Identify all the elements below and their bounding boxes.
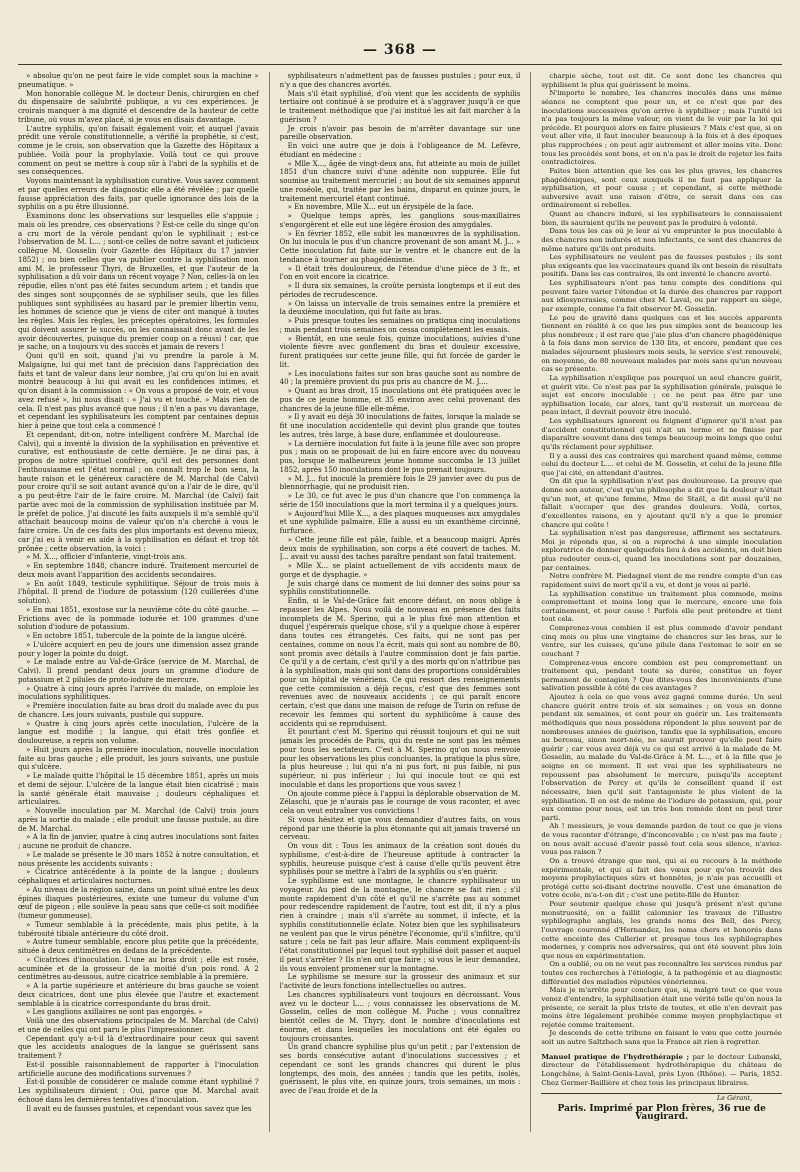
paragraph: » Le malade se présente le 30 mars 1852 à notre consultation, et nous présente les accidents suivants : — [18, 850, 259, 868]
column-divider — [530, 72, 531, 1132]
paragraph: Les syphilisateurs ne veulent pas de fausses pustules ; ils sont plus exigeants que les vaccinateurs quand ils ont besoin de résultats positifs. Dans les cas contraires, ils ont inventé le chancre avorté. — [541, 253, 783, 279]
paragraph: » En août 1849, testicule syphilitique. Séjour de trois mois à l'hôpital. Il prend de l'iodure de potassium (120 cuillerées d'une solution). — [18, 579, 259, 605]
paragraph: » Il était très douloureux, de l'étendue d'une pièce de 3 fr., et l'on en voit encore la cicatrice. — [279, 264, 521, 282]
paragraph: Il avait eu de fausses pustules, et cependant vous savez que les — [26, 1104, 252, 1113]
paragraph: » Huit jours après la première inoculation, nouvelle inoculation faite au bras gauche ; elle produit, les jours suivants, une pustule qui s'ulcère. — [18, 745, 259, 772]
paragraph: » On laissa un intervalle de trois semaines entre la première et la deuxième inoculation, qui fut faite au bras. — [279, 299, 521, 317]
paragraph: La syphilisation n'explique pas pourquoi un seul chancre guérit, et guérit vite. Ce n'est pas par la syphilisation générale, puisque le sujet est encore inoculable ; ce ne peut pas être par une syphilisation locale, car alors, tant qu'il resterait un morceau de peau intact, il devrait pouvoir être inoculé. — [541, 373, 783, 417]
paragraph: » Les ganglions axillaires ne sont pas engorgés. » — [26, 1008, 203, 1017]
paragraph: » Cicatrice antécédente à la pointe de la langue ; douleurs céphaliques et articulaires nocturnes. — [18, 868, 259, 885]
paragraph: On dit que la syphilisation n'est pas douloureuse. La preuve que donne son auteur, c'est qu'un philosophe a dit que la douleur n'était qu'un mot, et qu'une femme, Mme de Staël, a dit aussi qu'il ne fallait s'occuper que des grandes douleurs. Voilà, certes, d'excellentes raisons, en y ajoutant qu'il n'y a que le premier chancre qui coûte ! — [541, 477, 783, 529]
paragraph: » Quelque temps après, les ganglions sous-maxillaires s'engorgèrent et elle eut une légère érosion des amygdales. — [279, 212, 521, 229]
paragraph: » La dernière inoculation fut faite à la jeune fille avec son propre pus ; mais on se proposait de lui en faire encore avec du nouveau pus, lorsque le malheureux jeune homme succomba le 13 juillet 1852, après 150 inoculations dont le pus prenait toujours. — [279, 439, 521, 474]
paragraph: Le syphilisme est une montagne, le chancre syphilisateur un voyageur. Au pied de la montagne, le chancre se fait rien ; s'il monte rapidement d'un côté et qu'il ne s'arrête pas au sommet pour redescendre rapidement de l'autre, tout est dit, il n'y a plus rien à craindre ; mais s'il s'arrête au sommet, il infecte, et la syphilis constitutionnelle éclate. Notez bien que les syphilisateurs ne veulent pas que le virus pénètre l'économie, qu'il s'infiltre, qu'il sature ; cela ne fait pas leur affaire. Mais comment expliquent-ils l'état constitutionnel par lequel tout syphilisé doit passer et auquel il peut s'arrêter ? Ils n'en ont que faire ; si vous le leur demandez, ils vous envoient promener sur la montagne. — [279, 877, 521, 973]
paragraph: Examinons donc les observations sur lesquelles elle s'appuie ; mais où les prendre, ces observations ? Est-ce celle du singe qu'on a cru mort de la vérole pendant qu'on le syphilisait ; est-ce l'observation de M. L... ; sont-ce celles de notre savant et judicieux collègue M. Gosselin (voir Gazette des Hôpitaux du 17 janvier 1852) ; ou bien celles que va publier contre la syphilisation mon ami M. le professeur Thyri, de Bruxelles, et que l'auteur de la syphilisation a dû voir dans un récent voyage ? Non, celles-là on les répudie, elles n'ont pas été faites secundum artem ; et tandis que des singes sont soupçonnés de se syphiliser seuls, que les filles publiques sont syphilisées au hasard par le premier libertin venu, les hommes de science que je viens de citer ont manqué à toutes les règles. Mais les règles, les préceptes opératoires, les formules qui doivent assurer le succès, on les connaissait donc avant de les avoir découvertes, puisque du premier coup on a réussi ! car, que je sache, on a toujours vu des succès et jamais de revers ! — [18, 212, 259, 352]
paragraph: » En février 1852, elle subit les manœuvres de la syphilisation. On lui inocula le pus d'un chancre provenant de son amant M. J... » Cette inoculation fut faite sur le ventre et le chancre eut de la tendance à tourner au phagédénisme. — [279, 229, 521, 264]
paragraph: » Tumeur semblable à la précédente, mais plus petite, à la tubérosité tibiale antérieure du côté droit. — [18, 920, 259, 938]
paragraph: Quoi qu'il en soit, quand j'ai vu prendre la parole à M. Malgaigne, lui qui met tant de précision dans l'appréciation des faits et tant de valeur dans leur nombre, j'ai cru qu'on lui en avait montré beaucoup à lui qui avait eu les confidences intimes, et qu'on disant à la commission : « On vous a proposé de voir, et vous avez refusé », lui nous disait : « J'ai vu et touché. » Mais rien de cela. Il n'est pas plus avancé que nous ; il n'en a pas vu davantage, et cependant les syphilisateurs les comptent par centaines depuis hier à peine que tout cela a commencé ! — [18, 352, 259, 430]
paragraph: Dans tous les cas où je leur ai vu emprunter le pus inoculable à des chancres non indurés et non infectants, ce sont des chancres de même nature qu'ils ont produits. — [541, 227, 783, 253]
paragraph: N'importe le nombre, les chancres inoculés dans une même séance ne comptent que pour un, et ce n'est que par des inoculations successives qu'on arrive à syphiliser ; mais l'unité ici n'a pas toujours la même valeur, on vient de le voir par la loi qui précède. Et pourquoi alors en faire plusieurs ? Mais c'est que, si on veut aller vite, il faut inoculer beaucoup à la fois et à des époques plus rapprochées ; on peut agir autrement et aller moins vite. Donc tous les procédés sont bons, et on n'a pas le droit de rejeter les faits contradictoires. — [541, 89, 783, 167]
book-notice — [541, 1053, 782, 1088]
paragraph: » Première inoculation faite au bras droit du malade avec du pus de chancre. Les jours suivants, pustule qui suppure. — [18, 702, 259, 719]
paragraph: » M. J... fut inoculé la première fois le 29 janvier avec du pus de blennorrhagie, qui ne produisit rien. — [279, 474, 521, 492]
paragraph: » Quatre à cinq jours après l'arrivée du malade, on emploie les inoculations syphilitiques. — [18, 684, 259, 702]
paragraph: » En septembre 1848, chancre induré. Traitement mercuriel de deux mois avant l'apparition des accidents secondaires. — [18, 562, 259, 579]
paragraph: Voilà une des observations principales de M. Marchal (de Calvi) et une de celles qui ont paru le plus l'impressionner. — [18, 1017, 259, 1034]
printer-line: Paris. Imprimé par Plon frères, 36 rue de Vaugirard. — [557, 1103, 766, 1123]
paragraph: » A la fin de janvier, quatre à cinq autres inoculations sont faites ; aucune ne produit de chancre. — [18, 833, 259, 850]
paragraph: » Mlle X... se plaint actuellement de vifs accidents maux de gorge et de dysphagie. » — [279, 562, 521, 579]
paragraph: Faites bien attention que les cas les plus graves, les chancres phagédéniques, sont ceux auxquels il ne faut pas appliquer la syphilisation, et pour cause ; et cependant, si cette méthode subversive avait une raison d'être, ce serait dans ces cas ordinairement si rebelles. — [541, 166, 783, 210]
paragraph: Les syphilisateurs n'ont pas tenu compte des conditions qui peuvent faire varier l'étendue et la durée des chancres par rapport aux idiosyncrasies, comme chez M. Laval, ou par rapport au siège, par exemple, comme l'a fait observer M. Gosselin. — [541, 279, 783, 313]
paragraph: Le syphilisme se mesure sur la grosseur des animaux et sur l'activité de leurs fonctions intellectuelles ou autres. — [279, 973, 521, 990]
paragraph: On a oublié, ou on ne veut pas reconnaître les services rendus par toutes ces recherches à l'étiologie, à la pathogénie et au diagnostic différentiel des maladies réputées vénériennes. — [541, 960, 783, 986]
column-2 — [280, 72, 521, 1132]
page-header — [18, 40, 782, 65]
paragraph: En voici une autre que je dois à l'obligeance de M. Lefèvre, étudiant en médecine : — [279, 142, 521, 159]
paragraph: » Nouvelle inoculation par M. Marchal (de Calvi) trois jours après la sortie du malade ; elle produit une fausse pustule, au dire de M. Marchal. — [18, 807, 259, 833]
paragraph: Il y a aussi des cas contraires qui marchent quand même, comme celui du docteur L.... et celui de M. Gosselin, et celui de la jeune fille que j'ai cité, en attendant d'autres. — [541, 451, 783, 477]
paragraph: Mon honorable collègue M. le docteur Denis, chirurgien en chef du dispensaire de salubrité publique, a vu ces expériences. Je croirais manquer à ma dignité et descendre de la hauteur de cette tribune, où vous m'avez placé, si je vous en disais davantage. — [18, 89, 259, 124]
paragraph: Voyons maintenant la syphilisation curative. Vous savez comment et par quelles erreurs de diagnostic elle a été révélée ; par quelle fausse appréciation des faits, par quelle ignorance des lois de la syphilis on a pu être illusionné. — [18, 177, 259, 212]
paragraph: Notre confrère M. Piedagnel vient de me rendre compte d'un cas rapidement suivi de mort qu'il a vu, et dont je vous ai parlé. — [541, 572, 783, 589]
paragraph: » Aujourd'hui Mlle X..., a des plaques muqueuses aux amygdales et une syphilide palmaire. Elle a aussi eu un exanthème circinné, furfuracé. — [279, 509, 521, 535]
paragraph: Est-il possible raisonnablement de rapporter à l'inoculation artificielle aucune des modifications survenues ? — [18, 1060, 259, 1078]
paragraph: » Cicatrices d'inoculation. L'une au bras droit ; elle est rosée, acuminée et de la grosseur de la moitié d'un pois rond. A 2 centimètres au-dessous, autre cicatrice semblable à la première. — [18, 955, 259, 982]
paragraph: » L'ulcère acquiert en peu de jours une dimension assez grande pour y loger la pointe du doigt. — [18, 640, 259, 658]
paragraph: » En octobre 1851, tubercule de la pointe de la langue ulcéré. — [26, 632, 247, 640]
paragraph: syphilisateurs n'admettent pas de fausses pustules ; pour eux, il n'y a que des chancres avortés. — [279, 72, 521, 89]
paragraph: » Les inoculations faites sur son bras gauche sont au nombre de 40 ; la première provient du pus pris au chancre de M. J.... — [279, 369, 521, 387]
paragraph: » Le malade entre au Val-de-Grâce (service de M. Marchal, de Calvi). Il prend pendant deux jours un gramme d'iodure de potassium et 2 pilules de proto-iodure de mercure. — [18, 658, 259, 684]
paragraph: On ajoute comme pièce à l'appui la déplorable observation de M. Zélaschi, que je n'aurais pas le courage de vous raconter, et avec cela on veut entraîner vos convictions ! — [279, 789, 521, 815]
paragraph: La syphilisation constitue un traitement plus commode, moins compromettant et moins long que le mercure, encore une fois certainement, et pour cause ! Parfois elle peut prétendre et tient tout cela. — [541, 589, 783, 624]
paragraph: » En mai 1851, exostose sur la neuvième côte du côté gauche. — Frictions avec de la pommade iodurée et 100 grammes d'une solution d'iodure de potassium. — [18, 605, 259, 632]
paragraph: « Mlle X..., âgée de vingt-deux ans, fut atteinte au mois de juillet 1851 d'un chancre suivi d'une adénite non suppurée. Elle fut soumise au traitement mercuriel ; au bout de six semaines apparut une roséole, qui, traitée par les bains, disparut en quinze jours, le traitement mercuriel étant continué. — [279, 159, 521, 203]
paragraph: Les syphilisateurs ignorent ou feignent d'ignorer qu'il n'est pas d'accident constitutionnel qui n'ait un terme et ne finisse par disparaître souvent dans des temps beaucoup moins longs que celui qu'ils réclament pour syphiliser. — [541, 417, 783, 451]
column-1 — [18, 72, 259, 1132]
paragraph: Est-il possible de considérer ce malade comme étant syphilisé ? Les syphilisateurs diraient : Oui, parce que M. Marchal avait échoué dans les dernières tentatives d'inoculation. — [18, 1078, 259, 1104]
paragraph: Un grand chancre syphilise plus qu'un petit ; par l'extension de ses bords consécutive autant d'inoculations successives ; et cependant ce sont les grands chancres qui durent le plus longtemps, des mois, des années ; tandis que les petits, isolés, guérissent, le plus vite, en quinze jours, trois semaines, un mois : avec de l'eau froide et de la — [279, 1043, 521, 1095]
paragraph: » Puis presque toutes les semaines on pratiqua cinq inoculations ; mais pendant trois semaines on cessa complètement les essais. — [279, 317, 521, 334]
paragraph: On a trouvé étrange que moi, qui ai eu recours à la méthode expérimentale, et qui ai fait des vœux pour qu'on trouvât des moyens prophylactiques sûrs et honnêtes, je n'aie pas accueilli et protégé cette soi-disant doctrine nouvelle. C'est une émanation de votre école, m'a-t-on dit ; c'est une petite-fille de Hunter. — [541, 856, 783, 900]
paragraph: Pour soutenir quelque chose qui jusqu'à présent n'est qu'une monstruosité, on a faillit calomnier les travaux de l'illustre syphilographe anglais, les grands noms des Bell, des Percy, l'ouvrage couronné d'Hernandez, les noms chers et honorés dans cette enceinte des Cullerier et presque tous les syphilographes modernes, y compris nos adversaires, qui ont été souvent plus loin que nous en expérimentation. — [541, 900, 783, 960]
paragraph: Je descends de cette tribune en faisant le vœu que cette journée soit un autre Saltzbach sans que la France ait rien à regretter. — [541, 1029, 783, 1046]
paragraph: » M. X..., officier d'infanterie, vingt-trois ans. — [26, 553, 187, 562]
paragraph: » Il dura six semaines, la croûte persista longtemps et il eut des périodes de recrudescence. — [279, 282, 521, 299]
column-divider — [269, 72, 270, 1132]
paragraph: » En novembre, Mlle X... eut un érysipèle de la face. — [287, 203, 474, 212]
paragraph: » absolue qu'on ne peut faire le vide complet sous la machine » pneumatique. » — [18, 72, 259, 89]
paragraph: Mais je m'arrête pour conclure que, si, malgré tout ce que vous venez d'entendre, la syphilisation était une vérité telle qu'on nous la présente, ce serait la plus triste de toutes, et elle n'en devrait pas moins être légalement prohibée comme moyen prophylactique et rejetée comme traitement. — [541, 986, 783, 1029]
paragraph: charpie sèche, tout est dit. Ce sont donc les chancres qui syphilisent le plus qui guérissent le moins. — [541, 72, 783, 89]
paragraph: » Autre tumeur semblable, encore plus petite que la précédente, située à deux centimètres en dedans de la précédente. — [18, 938, 259, 955]
paragraph: Comprenez-vous encore combien est peu compromettant un traitement qui, pendant toute sa durée, constitue un foyer permanent de contagion ? Que dites-vous des inconvénients d'une salivation possible à côté de ces avantages ? — [541, 658, 783, 693]
paragraph: On vous dit : Tous les animaux de la création sont doués du syphilisme, c'est-à-dire de l'heureuse aptitude à contracter la syphilis, heureuse puisque c'est à cause d'elle qu'ils peuvent être syphilisés pour se mettre à l'abri de la syphilis ou s'en guérir. — [279, 842, 521, 877]
notice-text: par le docteur Lubanski, directeur de l'établissement hydrothérapique du château de Longchêne, à Saint-Genis-Laval, près Lyon (Rhône). — Paris, 1852. Chez Germer-Baillière et chez tous les principaux libraires. — [541, 1052, 783, 1087]
paragraph: » Le malade quitte l'hôpital le 15 décembre 1851, après un mois et demi de séjour. L'ulcère de la langue était bien cicatrisé ; mais la santé générale était mauvaise ; douleurs céphaliques et articulaires. — [18, 772, 259, 807]
page-number: — 368 — — [363, 42, 437, 58]
paragraph: Et cependant, dit-on, notre intelligent confrère M. Marchal (de Calvi), qui a inventé la division de la syphilisation en préventive et curative, est enthousiaste de cette dernière. Je ne dirai pas, à propos de notre spirituel confrère, qu'il est des personnes dont l'enthousiasme est l'état normal ; on connaît trop le bon sens, la haute raison et le généreux caractère de M. Marchal (de Calvi) pour croire qu'il se soit autant avancé qu'on a l'air de le dire, qu'il a pu peut-être l'air de le faire croire. M. Marchal (de Calvi) fait partie avec moi de la commission de syphilisation instituée par M. le préfet de police. J'ai discuté les faits auxquels il m'a semblé qu'il attachait beaucoup moins de valeur qu'on n'a cherché à vous le faire croire. Un de ces faits des plus importants est devenu mieux, car j'ai eu à venir en aide à la syphilisation en défaut et trop tôt prônée ; cette observation, la voici : — [18, 430, 259, 553]
gerant-label: Le Gérant, — [716, 1094, 753, 1103]
paragraph: L'autre syphilis, qu'on faisait également voir, et auquel j'avais prédit une vérole constitutionnelle, a vérifié la prophétie, si c'est, comme je le crois, son observation que la Gazette des Hôpitaux a publiée. Voilà pour la prophylaxie. Voilà tout ce qui prouve comment on peut se mettre à coup sûr à l'abri de la syphilis et de ses conséquences. — [18, 124, 259, 177]
paragraph: » Il y avait eu déjà 30 inoculations de faites, lorsque la malade se fit une inoculation accidentelle qui devint plus grande que toutes les autres, très large, à base dure, enflammée et douloureuse. — [279, 413, 521, 439]
paragraph: Je suis chargé dans ce moment de lui donner des soins pour sa syphilis constitutionnelle. — [279, 579, 521, 597]
notice-title: Manuel pratique de l'hydrothérapie ; — [541, 1052, 690, 1061]
paragraph: Ah ! messieurs, je vous demande pardon de tout ce que je viens de vous raconter d'étrange, d'inconcevable ; ce n'est pas ma faute ; on nous avait accusé d'avoir passé tout cela sous silence, n'aviez-vous pas raison ? — [541, 822, 783, 857]
paragraph: Comprenez-vous combien il est plus commode d'avoir pendant cinq mois ou plus une vingtaine de chancres sur les bras, sur le ventre, sur les cuisses, qu'une pilule dans l'estomac le soir en se couchant ? — [541, 624, 783, 658]
paragraph: Si vous hésitez et que vous demandiez d'autres faits, on vous répond par une théorie la plus étonnante qui ait jamais traversé un cerveau. — [279, 815, 521, 842]
paragraph: La syphilisation n'est pas dangereuse, affirment ses sectateurs. Moi je réponds que, si on a reproché à une simple inoculation exploratrice de donner quelquefois lieu à des accidents, on doit bien plus redouter ceux-ci, quand les inoculations sont par douzaines, par centaines. — [541, 529, 783, 572]
paragraph: » Cette jeune fille est pâle, faible, et a beaucoup maigri. Après deux mois de syphilisation, son corps a été couvert de taches. M. J... avait vu aussi des taches paraître pendant son fatal traitement. — [279, 535, 521, 562]
paragraph: » Quant au bras droit, 15 inoculations ont été pratiquées avec le pus de ce jeune homme, et 35 environ avec celui provenant des chancres de la jeune fille elle-même. — [279, 387, 521, 413]
paragraph: Enfin, si le Val-de-Grâce fait encore défaut, on nous oblige à repasser les Alpes. Nous voilà de nouveau en présence des faits incomplets de M. Sperino, qui a le plus fixé mon attention et duquel j'espérerais quelque chose, s'il y a quelque chose à espérer dans toutes ces étrangetés. Ces faits, qui ne sont pas per centaines, comme on nous l'a écrit, mais qui sont au nombre de 80, sont promis avec détails à l'autre commission dont je fais partie. Ce qu'il y a de certain, c'est qu'il y a des morts qu'on n'attribue pas à la syphilisation, mais qui sont dans des proportions considérables pour un hôpital de vénériens. Ce qui ressort des renseignements que cette commission a déjà reçus, c'est que des femmes sont revenues avec de nouveaux accidents ; ce qui paraît encore certain, c'est que dans une maison de refuge de Turin on refuse de recevoir les femmes qui sortent du syphilicôme à cause des accidents qui se reproduisent. — [279, 597, 521, 728]
paragraph: Ajoutez à cela ce que vous avez gagné comme durée. Un seul chancre guérit entre trois et six semaines ; on vous en donne pendant six semaines, et cent pour en guérir un. Les traitements méthodiques que nous possédons répondent le plus souvent par de nombreuses années de guérison, tandis que la syphilisation, encore au berceau, sinon mort-née, ne saurait prouver qu'elle peut faire guérir ; car vous avez déjà vu ce qui est arrivé à la malade de M. Gosselin, au malade du Val-de-Grâce à M. L..., et à la fille que je soigne en ce moment. Il est vrai que les syphilisateurs ne repoussent pas absolument le mercure, puisqu'ils acceptent l'observation de Percy et qu'ils le conseillent quand il est nécessaire, bien qu'il soit l'antagoniste le plus violent de la syphilisation. Il en est de même de l'iodure de potassium, qui, pour eux comme pour nous, est un très bon remède dont on peut tirer parti. — [541, 693, 783, 822]
paragraph: Je crois n'avoir pas besoin de m'arrêter davantage sur une pareille observation. — [279, 124, 521, 142]
paragraph: Le peu de gravité dans quelques cas et les succès apparents tiennent en réalité à ce que les pus simples sont de beaucoup les plus nombreux ; il est rare que j'aie plus d'un chancre phagédénique à la fois dans mon service de 130 lits, et encore, pendant que ces malades séjournent plusieurs mois seuls, le service s'est renouvelé, on moyenne, de 80 nouveaux malades par mois sans qu'un nouveau cas se présente. — [541, 313, 783, 374]
paragraph: Les chancres syphilisateurs vont toujours en décroissant. Vous avez vu le docteur L... ; vous connaissez les observations de M. Gosselin, celles de mon collègue M. Puche ; vous connaîtrez bientôt celles de M. Thyry, dont le nombre d'inoculations est énorme, et dans lesquelles les inoculations ont été égales ou toujours croissantes. — [279, 990, 521, 1043]
text-columns — [18, 72, 782, 1132]
paragraph: Quant au chancre induré, si les syphilisateurs le connaissaient bien, ils sauraient qu'ils ne peuvent pas le produire à volonté. — [541, 210, 783, 227]
paragraph: » Quatre à cinq jours après cette inoculation, l'ulcère de la langue est modifié ; la langue, qui était très gonflée et douloureuse, a repris son volume. — [18, 719, 259, 745]
paragraph: » Au niveau de la région saine, dans un point situé entre les deux épines iliaques postérieures, existe une tumeur du volume d'un œuf de pigeon ; elle soulève la peau sans que celle-ci soit modifiée (tumeur gommeuse). — [18, 885, 259, 920]
paragraph: » Le 30, ce fut avec le pus d'un chancre que l'on commença la série de 150 inoculations que la mort termina il y a quelques jours. — [279, 492, 521, 509]
paragraph: » A la partie supérieure et antérieure du bras gauche se voient deux cicatrices, dont une plus élevée que l'autre et exactement semblable à la cicatrice correspondante du bras droit. — [18, 982, 259, 1008]
paragraph: Mais s'il était syphilisé, d'où vient que les accidents de syphilis tertiaire ont continué à se produire et à s'aggraver jusqu'à ce que le traitement méthodique que j'ai institué les ait fait marcher à la guérison ? — [279, 89, 521, 124]
paragraph: Cependant qu'y a-t-il là d'extraordinaire pour ceux qui savent que les accidents analogues de la langue se guérissent sans traitement ? — [18, 1034, 259, 1060]
column-3 — [541, 72, 782, 1132]
paragraph: Et pourtant c'est M. Sperino qui réussit toujours et qui ne suit jamais les procédés de Paris, qui du reste ne sont pas les mêmes pour tous les sectateurs. C'est à M. Sperino qu'on nous renvoie pour les observations les plus concluantes, la pratique la plus sûre, la plus heureuse ; lui qui n'a ni pus fort, ni pus faible, ni pus supérieur, ni pus inférieur ; lui qui inocule tout ce qui est inoculable et dans les proportions que vous savez ! — [279, 728, 521, 789]
paragraph: » Bientôt, en une seule fois, quinze inoculations, suivies d'une violente fièvre avec gonflement du bras et douleur excessive, furent pratiquées sur cette jeune fille, qui fut forcée de garder le lit. — [279, 334, 521, 369]
